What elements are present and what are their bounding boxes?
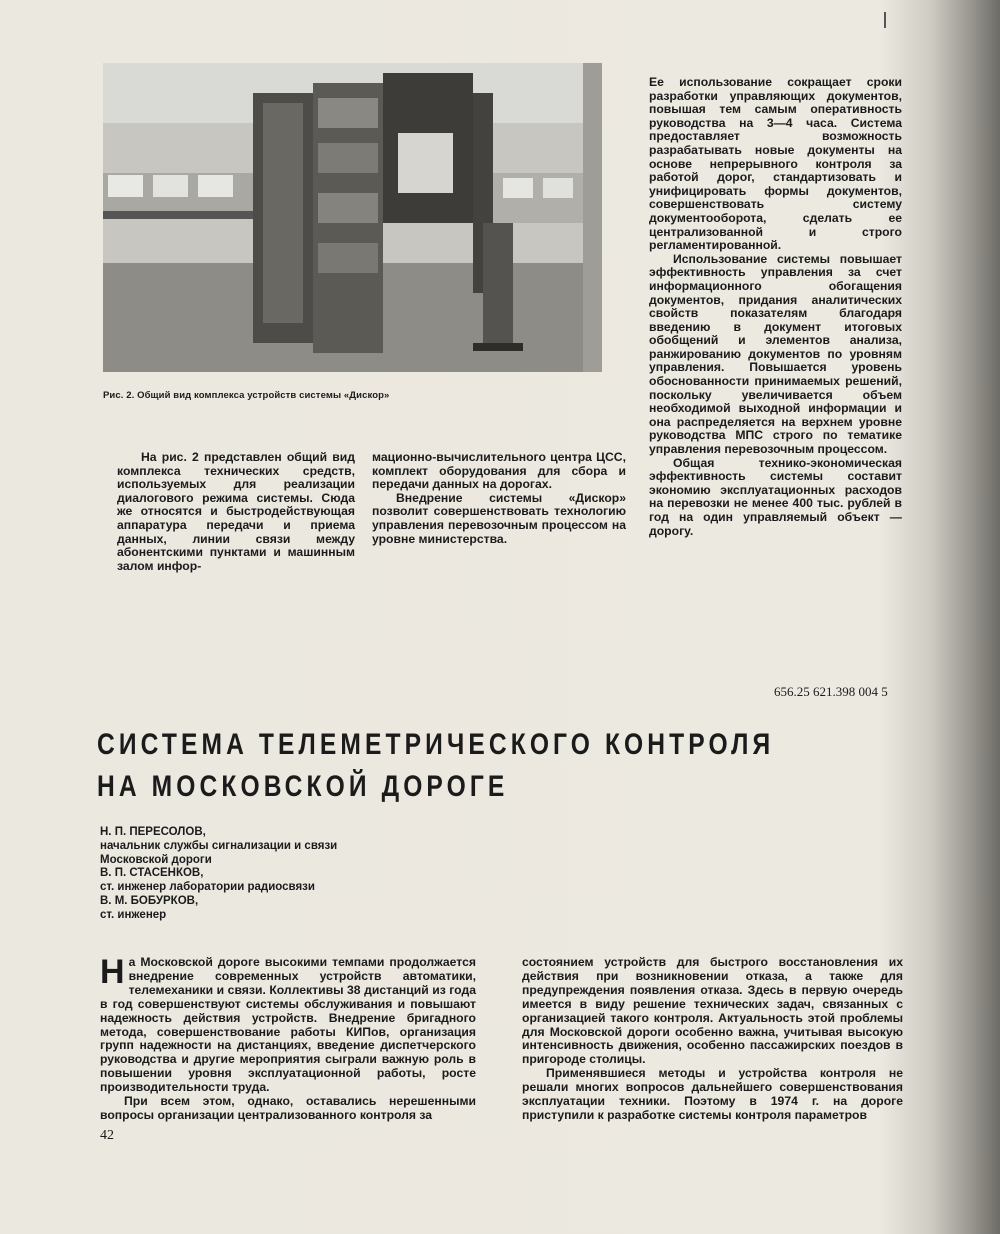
paragraph: На рис. 2 представлен общий вид комплекса технических средств, используемых для реализации диалогового режима системы. Сюда же относятся и быстродействующая аппаратура передачи и приема данных, линии связи между абонентскими пунктами и машинным залом инфор- [117,450,355,573]
author-line: В. П. СТАСЕНКОВ, [100,867,204,880]
author-line: начальник службы сигнализации и связи [100,839,338,852]
paragraph: Внедрение системы «Дискор» позволит совершенствовать технологию управления перевозочным процессом на уровне министерства. [372,490,626,546]
article-title [97,724,775,808]
top-column-2 [372,451,626,546]
article-column-right [522,956,903,1123]
equipment-photo [103,63,602,372]
paragraph: мационно-вычислительного центра ЦСС, комплект оборудования для сбора и передачи данных на дорогах. [372,450,626,492]
author-line: В. М. БОБУРКОВ, [100,894,199,907]
top-column-1 [117,451,355,573]
page-number: 42 [100,1128,114,1143]
paragraph: Общая технико-экономическая эффективность системы составит экономию эксплуатационных расходов на перевозки не менее 400 тыс. рублей в год на один управляемый объект — дорогу. [649,455,902,538]
title-line-2: НА МОСКОВСКОЙ ДОРОГЕ [97,770,509,803]
author-list [100,826,500,923]
paragraph: При всем этом, однако, оставались нерешенными вопросы организации централизованного контроля за [100,1094,476,1122]
udc-code: 656.25 621.398 004 5 [774,684,888,699]
top-column-3 [649,76,902,538]
drop-cap: Н [100,953,125,991]
author-line: ст. инженер [100,908,167,921]
article-column-left [100,953,476,1123]
paragraph: состоянием устройств для быстрого восстановления их действия при возникновении отказа, а также для предупреждения появления отказа. Здесь в первую очередь имеется в виду решение технических задач, связанных с организацией такого контроля. Актуальность этой проблемы для Московской дороги особенно важна, учитывая высокую интенсивность движения, особенно пассажирских поездов в пригороде столицы. [522,955,903,1067]
paragraph-text: а Московской дороге высокими темпами продолжается внедрение современных устройств автоматики, телемеханики и связи. Коллективы 38 дистанций из года в год совершенствуют системы обслуживания и повышают надежность действия устройств. Внедрение бригадного метода, совершенствование работы КИПов, организация групп надежности на дистанциях, введение диспетчерского руководства и другие мероприятия сыграли важную роль в повышении уровня эксплуатационной работы, росте производительности труда. [100,955,476,1095]
figure-caption: Рис. 2. Общий вид комплекса устройств системы «Дискор» [103,390,390,401]
paragraph: Использование системы повышает эффективность управления за счет информационного обогащения документов, придания аналитических свойств показателям благодаря введению в документ итоговых обобщений и элементов анализа, ранжированию документов по уровням управления. Повышается уровень обоснованности принимаемых решений, поскольку увеличивается объем необходимой выходной информации и она распределяется на верхнем уровне руководства МПС строго по тематике управления перевозочным процессом. [649,251,902,457]
paragraph: Ее использование сокращает сроки разработки управляющих документов, повышая тем самым оперативность руководства на 3—4 часа. Система предоставляет возможность разрабатывать новые документы на основе непрерывного контроля за работой дорог, стандартизовать и унифицировать формы документов, совершенствовать систему документооборота, сделать ее централизованной и строго регламентированной. [649,75,902,253]
author-line: Московской дороги [100,853,212,866]
paragraph [100,953,476,1095]
paragraph: Применявшиеся методы и устройства контроля не решали многих вопросов дальнейшего совершенствования эксплуатации техники. Поэтому в 1974 г. на дороге приступили к разработке системы контроля параметров [522,1066,903,1122]
margin-mark [884,12,886,28]
author-line: ст. инженер лаборатории радиосвязи [100,881,315,894]
author-line: Н. П. ПЕРЕСОЛОВ, [100,826,206,838]
title-line-1: СИСТЕМА ТЕЛЕМЕТРИЧЕСКОГО КОНТРОЛЯ [97,728,775,761]
